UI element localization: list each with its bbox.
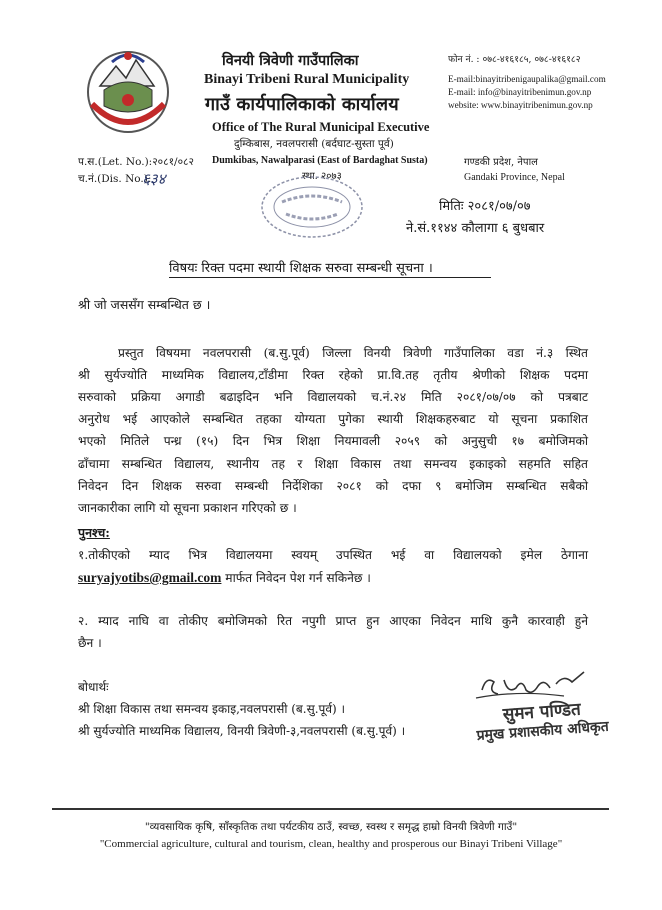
body-line: प्रस्तुत विषयमा नवलपरासी (ब.सु.पूर्व) जिल्ला विनयी त्रिवेणी गाउँपालिका वडा नं.३ स्थित bbox=[118, 346, 588, 360]
address-en: Dumkibas, Nawalparasi (East of Bardaghat Susta) bbox=[212, 155, 428, 166]
office-name-np: गाउँ कार्यपालिकाको कार्यालय bbox=[205, 94, 399, 115]
website: website: www.binayitribenimun.gov.np bbox=[448, 100, 593, 110]
dispatch-number-handwritten: ६३४ bbox=[142, 170, 166, 188]
note-2-line-1: २. म्याद नाघि वा तोकीए बमोजिमको रित नपुगी प्राप्त हुन आएका निवेदन माथि कुनै कारवाही हुने bbox=[78, 614, 588, 628]
office-name-en: Office of The Rural Municipal Executive bbox=[212, 120, 430, 134]
signer-name: सुमन पण्डित bbox=[502, 699, 582, 725]
letter-number: प.स.(Let. No.):२०८१/०८२ bbox=[78, 156, 194, 168]
footer-slogan-en: "Commercial agriculture, cultural and tourism, clean, healthy and prosperous our Binayi Tribeni Village" bbox=[99, 838, 563, 850]
province-np: गण्डकी प्रदेश, नेपाल bbox=[464, 157, 538, 168]
postscript-heading: पुनश्च: bbox=[78, 525, 110, 540]
salutation: श्री जो जससँग सम्बन्धित छ । bbox=[78, 297, 211, 312]
body-line: अनुरोध भई आएकोले सम्बन्धित तहका योग्यता पुगेका स्थायी शिक्षकहरुबाट यो सूचना प्रकाशित bbox=[78, 412, 588, 426]
body-line: जानकारीका लागि यो सूचना प्रकाशन गरिएको छ । bbox=[78, 501, 297, 515]
subject-line: विषयः रिक्त पदमा स्थायी शिक्षक सरुवा सम्बन्धी सूचना । bbox=[169, 261, 433, 276]
email-gmail: E-mail:binayitribenigaupalika@gmail.com bbox=[448, 74, 606, 84]
note-2-line-2: छैन । bbox=[78, 636, 102, 650]
cc-heading: बोधार्थः bbox=[78, 680, 109, 694]
phone-number: फोन नं. : ०७८-४१६१८५, ०७८-४१६१८२ bbox=[448, 54, 581, 65]
body-line: निवेदन दिन शिक्षक सरुवा सम्बन्धी निर्देशिका २०८१ को दफा ९ बमोजिम सम्बन्धित सबैको bbox=[78, 479, 588, 493]
municipality-name-en: Binayi Tribeni Rural Municipality bbox=[204, 72, 410, 87]
cc-item: श्री शिक्षा विकास तथा समन्वय इकाइ,नवलपरासी (ब.सु.पूर्व) । bbox=[78, 702, 346, 716]
body-line: भएको मितिले पन्ध्र (१५) दिन भित्र शिक्षा नियमावली २०५९ को अनुसुची १७ बमोजिमको bbox=[78, 434, 588, 448]
province-en: Gandaki Province, Nepal bbox=[464, 172, 565, 183]
nepal-emblem-logo bbox=[82, 44, 174, 140]
signer-designation: प्रमुख प्रशासकीय अधिकृत bbox=[476, 718, 610, 744]
footer-slogan-np: "व्यवसायिक कृषि, साँस्कृतिक तथा पर्यटकीय ठाउँ, स्वच्छ, स्वस्थ र समृद्ध हाम्रो विनयी त्रिवेणी गाउँ" bbox=[144, 821, 518, 833]
dispatch-number-label: च.नं.(Dis. No.): bbox=[78, 173, 152, 185]
footer-divider bbox=[52, 808, 609, 810]
body-line: सरुवाको प्रक्रिया अगाडी बढाइदिन भनि विद्यालयको च.नं.२४ मिति २०८१/०७/०७ को पत्रबाट bbox=[78, 390, 588, 404]
date-bs: मितिः २०८१/०७/०७ bbox=[439, 199, 531, 214]
note-1-line-2 bbox=[78, 569, 588, 586]
subject-underline bbox=[169, 277, 491, 278]
body-line: श्री सुर्यज्योति माध्यमिक विद्यालय,टाँडीमा रिक्त रहेको प्रा.वि.तह तृतीय श्रेणीको शिक्षक पदमा bbox=[78, 368, 588, 382]
note-1-line-1: १.तोकीएको म्याद भित्र विद्यालयमा स्वयम् उपस्थित भई वा विद्यालयको इमेल ठेगाना bbox=[78, 548, 588, 562]
office-stamp bbox=[252, 172, 372, 242]
email-gov: E-mail: info@binayitribenimun.gov.np bbox=[448, 87, 592, 97]
school-email-link[interactable]: suryajyotibs@gmail.com bbox=[78, 570, 222, 585]
date-nepal-sambat: ने.सं.११४४ कौलागा ६ बुधबार bbox=[406, 221, 545, 236]
municipality-name-np: विनयी त्रिवेणी गाउँपालिका bbox=[222, 52, 359, 69]
established-year: स्था. २०७३ bbox=[302, 171, 342, 182]
cc-item: श्री सुर्यज्योति माध्यमिक विद्यालय, विनयी त्रिवेणी-३,नवलपरासी (ब.सु.पूर्व) । bbox=[78, 724, 406, 738]
address-np: दुम्किबास, नवलपरासी (बर्दघाट-सुस्ता पूर्व) bbox=[234, 138, 394, 150]
note-1-rest: मार्फत निवेदन पेश गर्न सकिनेछ । bbox=[221, 571, 371, 585]
body-line: ढाँचामा सम्बन्धित विद्यालय, स्थानीय तह र शिक्षा विकास तथा समन्वय इकाइको सहमति सहित bbox=[78, 457, 588, 471]
